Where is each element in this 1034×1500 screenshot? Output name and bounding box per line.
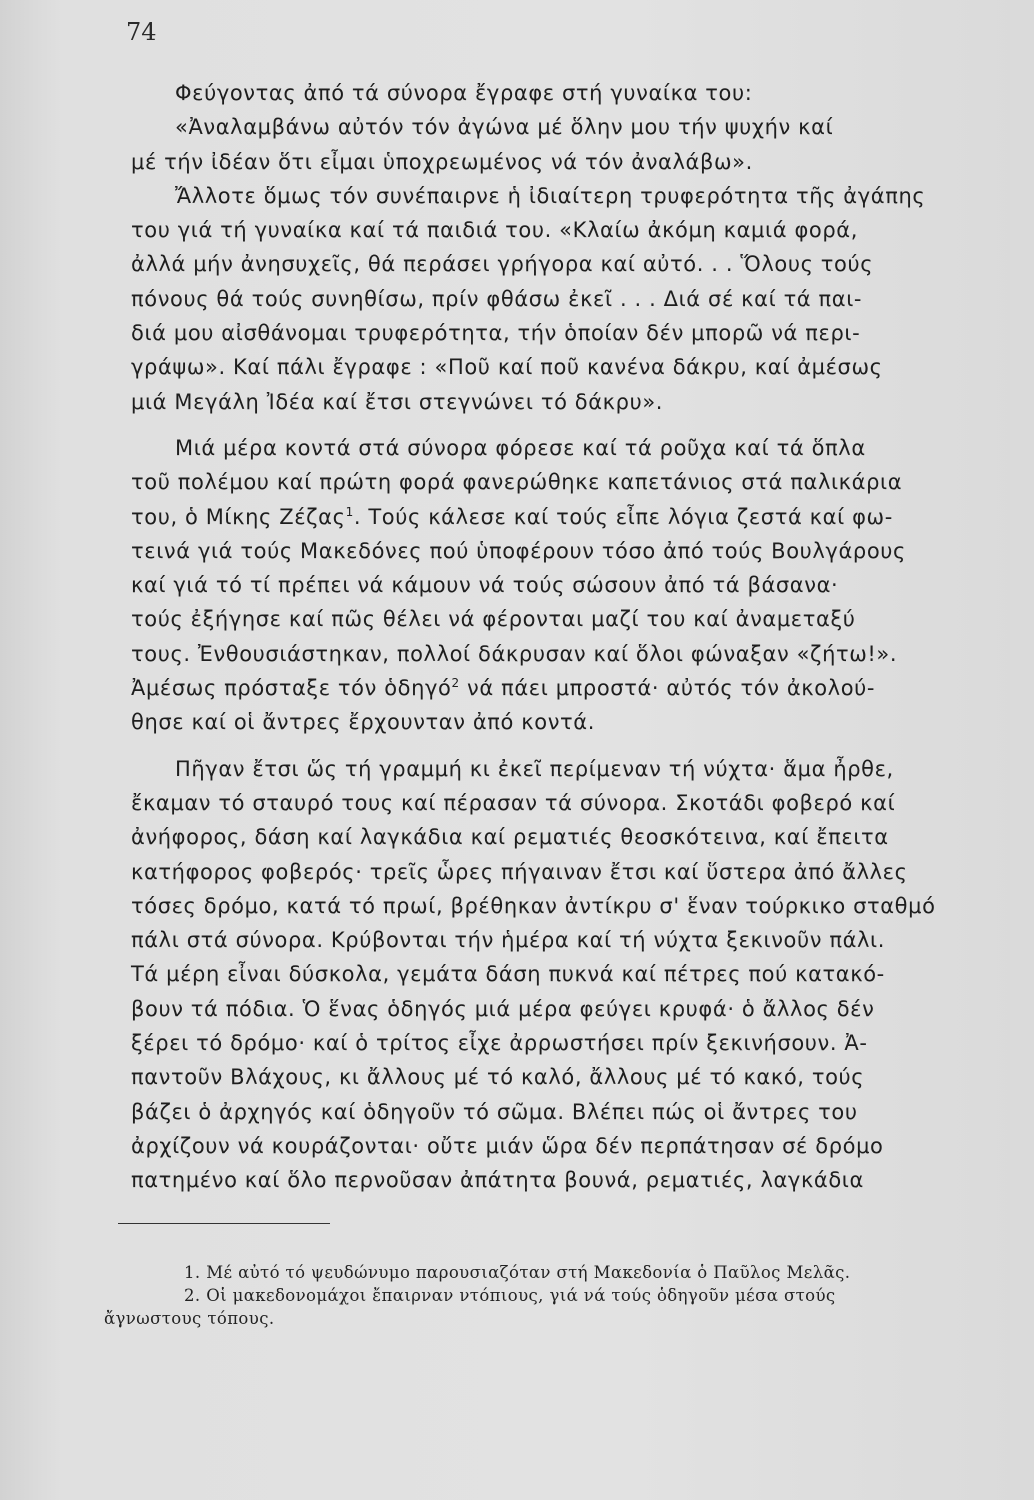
footnote-1: 1. Μέ αὐτό τό ψευδώνυμο παρουσιαζόταν στή Μακεδονία ὁ Παῦλος Μελᾶς. [184,1263,851,1282]
text-line: τόσες δρόμο, κατά τό πρωί, βρέθηκαν ἀντίκρυ σ' ἕναν τούρκικο σταθμό [131,893,936,918]
text-line: Πῆγαν ἔτσι ὥς τή γραμμή κι ἐκεῖ περίμεναν τή νύχτα· ἅμα ἦρθε, [175,756,894,781]
footnotes [104,1261,964,1330]
text-fragment: . Τούς κάλεσε καί τούς εἶπε λόγια ζεστά καί φω- [353,504,893,529]
paragraph [131,179,973,419]
text-line: Ἄλλοτε ὅμως τόν συνέπαιρνε ἡ ἰδιαίτερη τρυφερότητα τῆς ἀγάπης [175,183,926,208]
text-line: Μιά μέρα κοντά στά σύνορα φόρεσε καί τά ροῦχα καί τά ὅπλα [175,435,866,460]
text-line: μέ τήν ἰδέαν ὅτι εἶμαι ὑποχρεωμένος νά τόν ἀναλάβω». [131,149,753,174]
text-line: βάζει ὁ ἀρχηγός καί ὁδηγοῦν τό σῶμα. Βλέπει πώς οἱ ἄντρες του [131,1099,858,1124]
footnote-2: 2. Οἱ μακεδονομάχοι ἔπαιρναν ντόπιους, γιά νά τούς ὁδηγοῦν μέσα στούς [184,1286,836,1305]
text-line: διά μου αἰσθάνομαι τρυφερότητα, τήν ὁποίαν δέν μπορῶ νά περι- [131,321,861,346]
text-line: βουν τά πόδια. Ὁ ἕνας ὁδηγός μιά μέρα φεύγει κρυφά· ὁ ἄλλος δέν [131,996,875,1021]
text-line: τούς ἐξήγησε καί πῶς θέλει νά φέρονται μαζί του καί ἀναμεταξύ [131,607,856,632]
text-line: πατημένο καί ὅλο περνοῦσαν ἀπάτητα βουνά, ρεματιές, λαγκάδια [131,1168,864,1193]
text-line: θησε καί οἱ ἄντρες ἔρχουνταν ἀπό κοντά. [131,710,595,735]
text-line: «Ἀναλαμβάνω αὐτόν τόν ἀγώνα μέ ὅλην μου τήν ψυχήν καί [175,115,834,140]
text-line: ἔκαμαν τό σταυρό τους καί πέρασαν τά σύνορα. Σκοτάδι φοβερό καί [131,790,896,815]
text-line: τοῦ πολέμου καί πρώτη φορά φανερώθηκε καπετάνιος στά παλικάρια [131,470,903,495]
footnote-divider [118,1223,330,1224]
text-line: Φεύγοντας ἀπό τά σύνορα ἔγραφε στή γυναίκα του: [175,81,753,105]
text-line: Τά μέρη εἶναι δύσκολα, γεμάτα δάση πυκνά καί πέτρες πού κατακό- [131,962,885,987]
paragraph [131,76,973,110]
footnote-2-continuation: ἄγνωστους τόπους. [104,1309,275,1328]
text-line: παντοῦν Βλάχους, κι ἄλλους μέ τό καλό, ἄλλους μέ τό κακό, τούς [131,1065,865,1090]
footnote-ref-1[interactable]: 1 [345,504,354,519]
text-line: πόνους θά τούς συνηθίσω, πρίν φθάσω ἐκεῖ . . . Διά σέ καί τά παι- [131,286,863,311]
text-line: του γιά τή γυναίκα καί τά παιδιά του. «Κλαίω ἀκόμη καμιά φορά, [131,218,858,243]
text-line: ἀνήφορος, δάση καί λαγκάδια καί ρεματιές θεοσκότεινα, καί ἔπειτα [131,825,889,850]
text-line: πάλι στά σύνορα. Κρύβονται τήν ἡμέρα καί τή νύχτα ξεκινοῦν πάλι. [131,928,886,953]
text-line: καί γιά τό τί πρέπει νά κάμουν νά τούς σώσουν ἀπό τά βάσανα· [131,573,839,598]
text-line: γράψω». Καί πάλι ἔγραφε : «Ποῦ καί ποῦ κανένα δάκρυ, καί ἀμέσως [131,355,883,380]
text-line: τεινά γιά τούς Μακεδόνες πού ὑποφέρουν τόσο ἀπό τούς Βουλγάρους [131,538,906,563]
text-line: ἀρχίζουν νά κουράζονται· οὔτε μιάν ὥρα δέν περπάτησαν σέ δρόμο [131,1133,884,1158]
text-fragment: Ἀμέσως πρόσταξε τόν ὁδηγό [131,676,452,701]
text-line: κατήφορος φοβερός· τρεῖς ὧρες πήγαιναν ἔτσι καί ὕστερα ἀπό ἄλλες [131,859,908,884]
paragraph [131,752,973,1198]
text-fragment: του, ὁ Μίκης Ζέζας [131,504,346,529]
page-number: 74 [126,18,157,46]
text-line: ξέρει τό δρόμο· καί ὁ τρίτος εἶχε ἀρρωστήσει πρίν ξεκινήσουν. Ἀ- [131,1031,868,1056]
text-line: τους. Ἐνθουσιάστηκαν, πολλοί δάκρυσαν καί ὅλοι φώναξαν «ζήτω!». [131,641,898,666]
body-text [131,76,973,1198]
paragraph [131,110,973,179]
text-line: μιά Μεγάλη Ἰδέα καί ἔτσι στεγνώνει τό δάκρυ». [131,389,664,414]
text-fragment: νά πάει μπροστά· αὐτός τόν ἀκολού- [459,676,876,701]
paragraph [131,431,973,740]
footnote-ref-2[interactable]: 2 [451,676,460,691]
text-line: ἀλλά μήν ἀνησυχεῖς, θά περάσει γρήγορα καί αὐτό. . . Ὅλους τούς [131,252,874,277]
text-line [87,500,973,534]
text-line [87,671,973,705]
